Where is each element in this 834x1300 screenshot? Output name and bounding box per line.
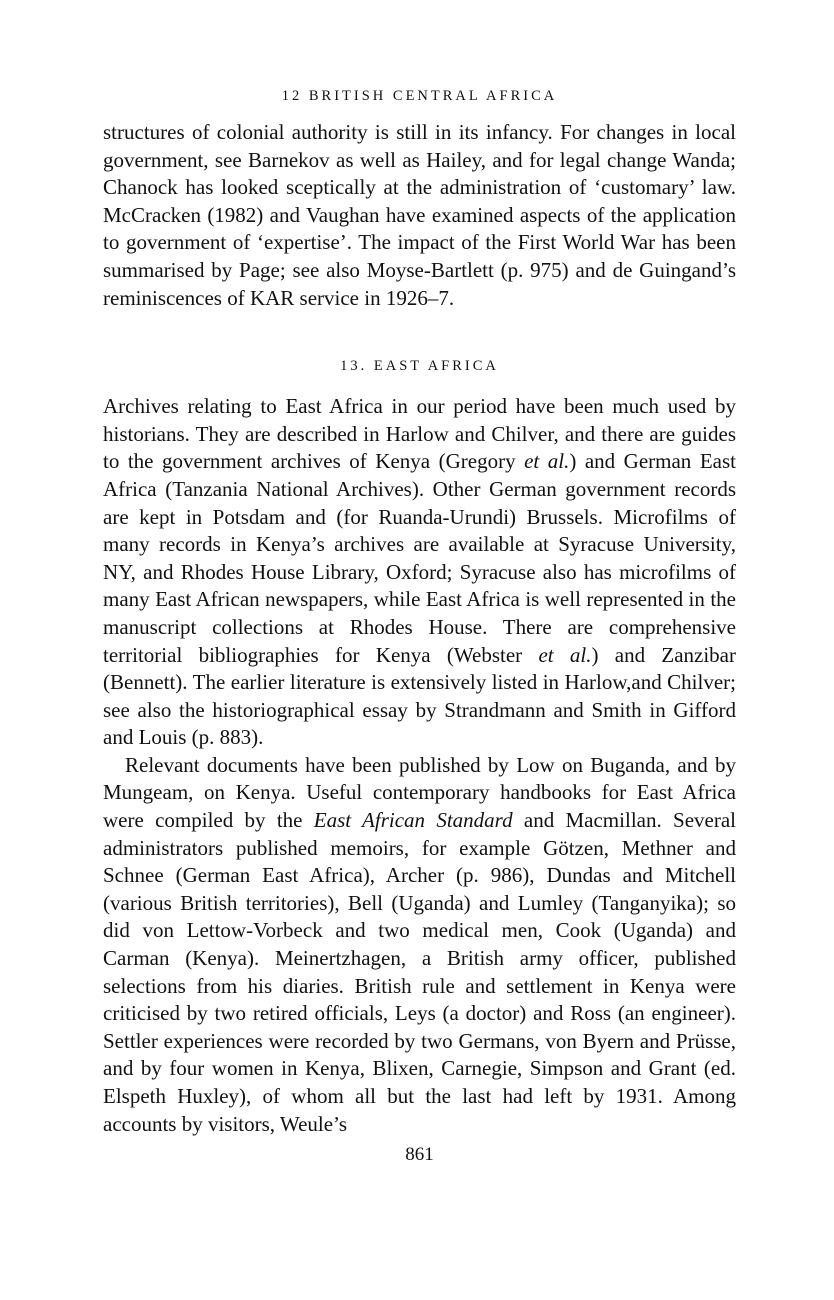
italic-text-run: East African Standard [313, 808, 513, 833]
paragraph-continued: structures of colonial authority is still in its infancy. For changes in local government, see Barnekov as well as Hailey, and for legal change Wanda; Chanock has looked sceptically at the administration of ‘customary’ law. McCracken (1982) and Vaughan have examined aspects of the application to government of ‘expertise’. The impact of the First World War has been summarised by Page; see also Moyse-Bartlett (p. 975) and de Guingand’s reminiscences of KAR service in 1926–7. [103, 120, 736, 310]
text-run: Relevant documents have been published by Low on Buganda, and by Mungeam, on Kenya. Useful contemporary handbooks for East Africa were compiled by the [103, 752, 736, 833]
italic-text-run: et al. [538, 642, 592, 667]
section-heading: 13. EAST AFRICA [340, 358, 499, 375]
text-run: ) and Zanzibar (Bennett). The earlier literature is extensively listed in Harlow,and Chilver; see also the historiographical essay by Strandmann and Smith in Gifford and Louis (p. 883). [103, 642, 736, 750]
text-run: and Macmillan. Several administrators published memoirs, for example Götzen, Methner and Schnee (German East Africa), Archer (p. 986), Dundas and Mitchell (various British territories), Bell (Uganda) and Lumley (Tanganyika); so did von Lettow-Vorbeck and two medical men, Cook (Uganda) and Carman (Kenya). Meinertzhagen, a British army officer, published selections from his diaries. British rule and settlement in Kenya were criticised by two retired officials, Leys (a doctor) and Ross (an engineer). Settler experiences were recorded by two Germans, von Byern and Prüsse, and by four women in Kenya, Blixen, Carnegie, Simpson and Grant (ed. Elspeth Huxley), of whom all but the last had left by 1931. Among accounts by visitors, Weule’s [103, 808, 736, 1136]
paragraph-east-africa-archives [103, 393, 736, 752]
text-run: ) and German East Africa (Tanzania National Archives). Other German government records are kept in Potsdam and (for Ruanda-Urundi) Brussels. Microfilms of many records in Kenya’s archives are available at Syracuse University, NY, and Rhodes House Library, Oxford; Syracuse also has microfilms of many East African newspapers, while East Africa is well represented in the manuscript collections at Rhodes House. There are comprehensive territorial bibliographies for Kenya (Webster [103, 449, 736, 667]
page-number: 861 [405, 1144, 434, 1166]
running-head: 12 BRITISH CENTRAL AFRICA [281, 88, 558, 104]
paragraph-documents [103, 752, 736, 1138]
text-run: Archives relating to East Africa in our period have been much used by historians. They are described in Harlow and Chilver, and there are guides to the government archives of Kenya (Gregory [103, 394, 736, 474]
italic-text-run: et al. [524, 449, 570, 474]
book-page [103, 88, 736, 1166]
